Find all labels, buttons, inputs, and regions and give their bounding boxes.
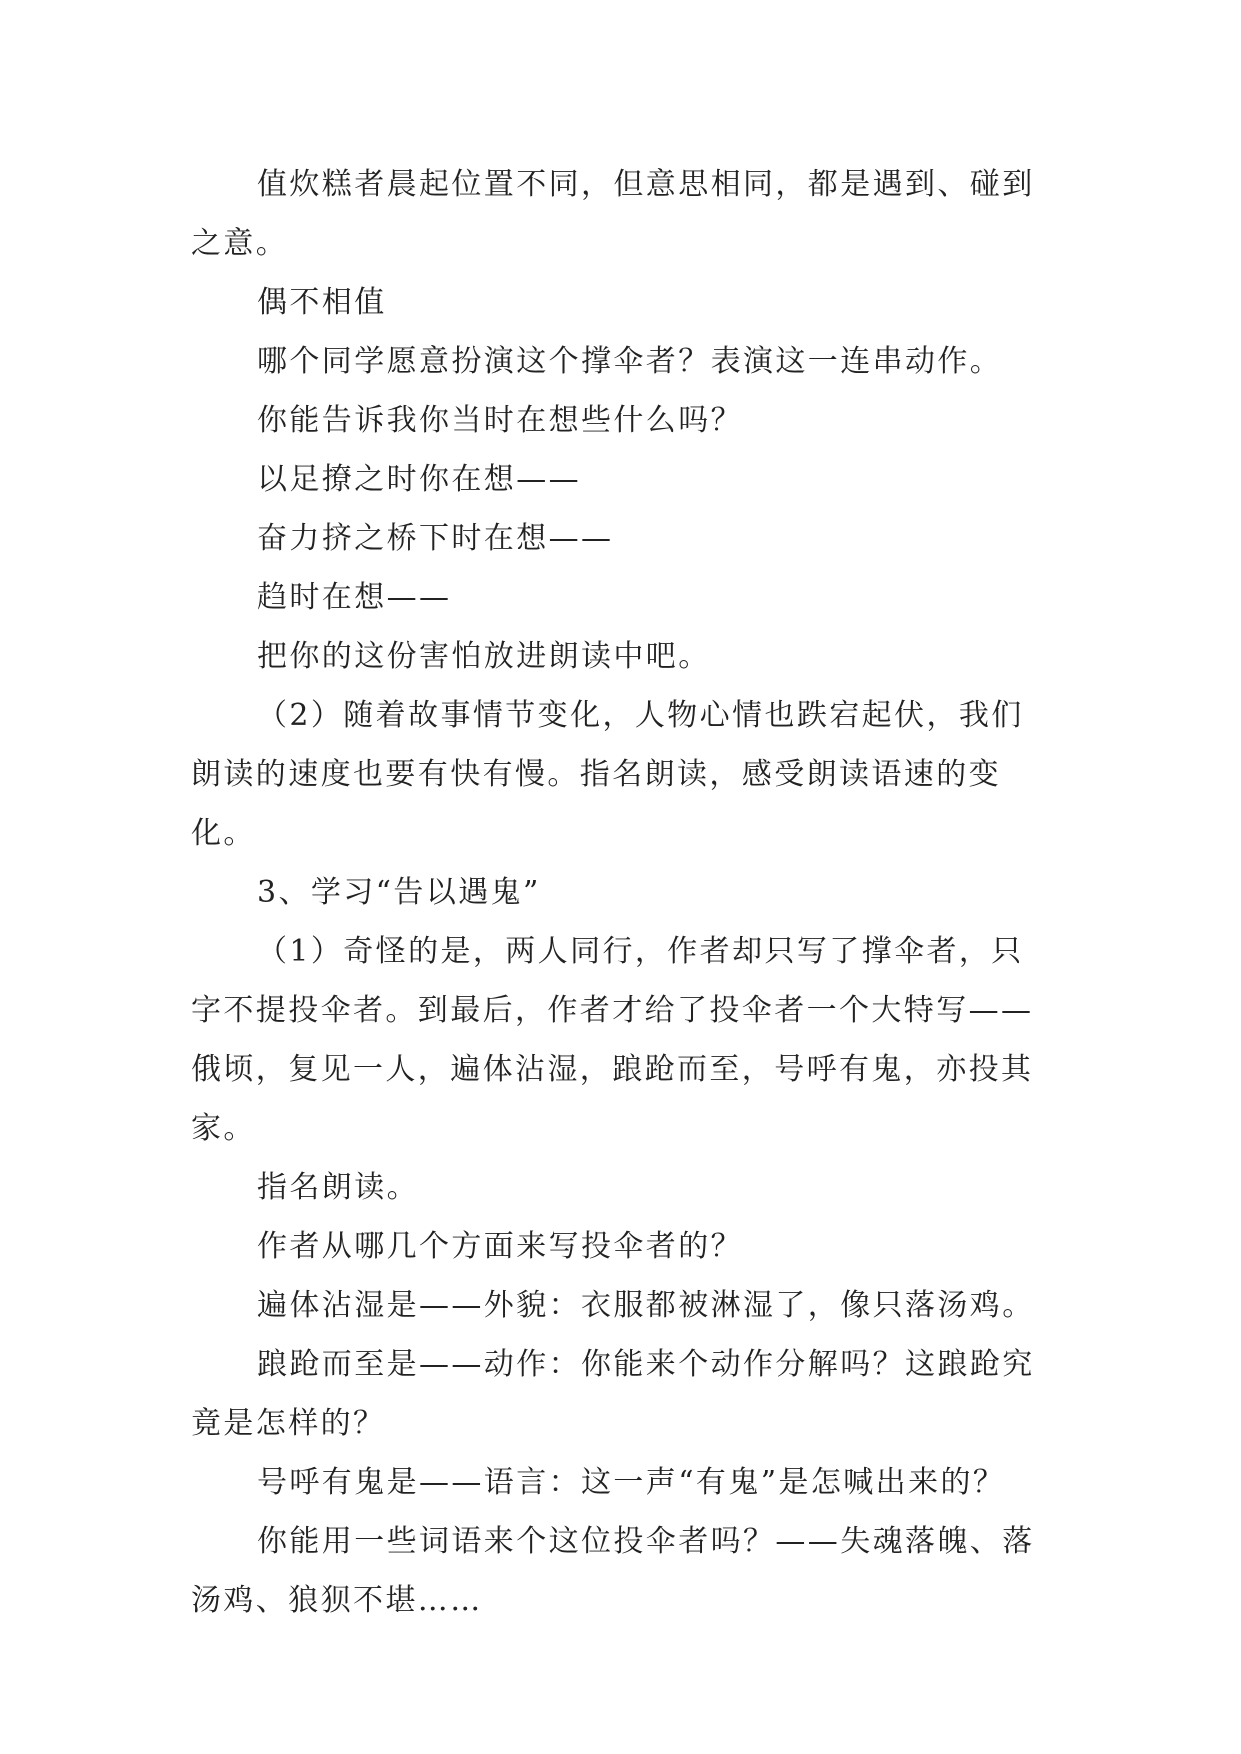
paragraph: 偶不相值 <box>257 285 387 320</box>
paragraph: 奋力挤之桥下时在想—— <box>257 521 614 556</box>
paragraph: 你能用一些词语来个这位投伞者吗？——失魂落魄、落汤鸡、狼狈不堪…… <box>191 1524 1035 1618</box>
document-body <box>191 155 1051 1630</box>
paragraph: 值炊糕者晨起位置不同，但意思相同，都是遇到、碰到之意。 <box>191 167 1035 261</box>
paragraph: 你能告诉我你当时在想些什么吗？ <box>257 403 743 438</box>
paragraph: 踉跄而至是——动作：你能来个动作分解吗？这踉跄究竟是怎样的？ <box>191 1347 1035 1441</box>
paragraph: 作者从哪几个方面来写投伞者的？ <box>257 1229 743 1264</box>
paragraph: （2）随着故事情节变化，人物心情也跌宕起伏，我们朗读的速度也要有快有慢。指名朗读，感受朗读语速的变化。 <box>191 698 1024 851</box>
paragraph: 把你的这份害怕放进朗读中吧。 <box>257 639 711 674</box>
paragraph: 号呼有鬼是——语言：这一声“有鬼”是怎喊出来的？ <box>257 1465 1006 1500</box>
paragraph: 遍体沾湿是——外貌：衣服都被淋湿了，像只落汤鸡。 <box>257 1288 1035 1323</box>
paragraph: 哪个同学愿意扮演这个撑伞者？表演这一连串动作。 <box>257 344 1003 379</box>
paragraph: （1）奇怪的是，两人同行，作者却只写了撑伞者，只字不提投伞者。到最后，作者才给了投伞者一个大特写——俄顷，复见一人，遍体沾湿，踉跄而至，号呼有鬼，亦投其家。 <box>191 934 1034 1146</box>
section-heading: 3、学习“告以遇鬼” <box>257 875 541 910</box>
paragraph: 趋时在想—— <box>257 580 452 615</box>
paragraph: 以足撩之时你在想—— <box>257 462 581 497</box>
paragraph: 指名朗读。 <box>257 1170 419 1205</box>
